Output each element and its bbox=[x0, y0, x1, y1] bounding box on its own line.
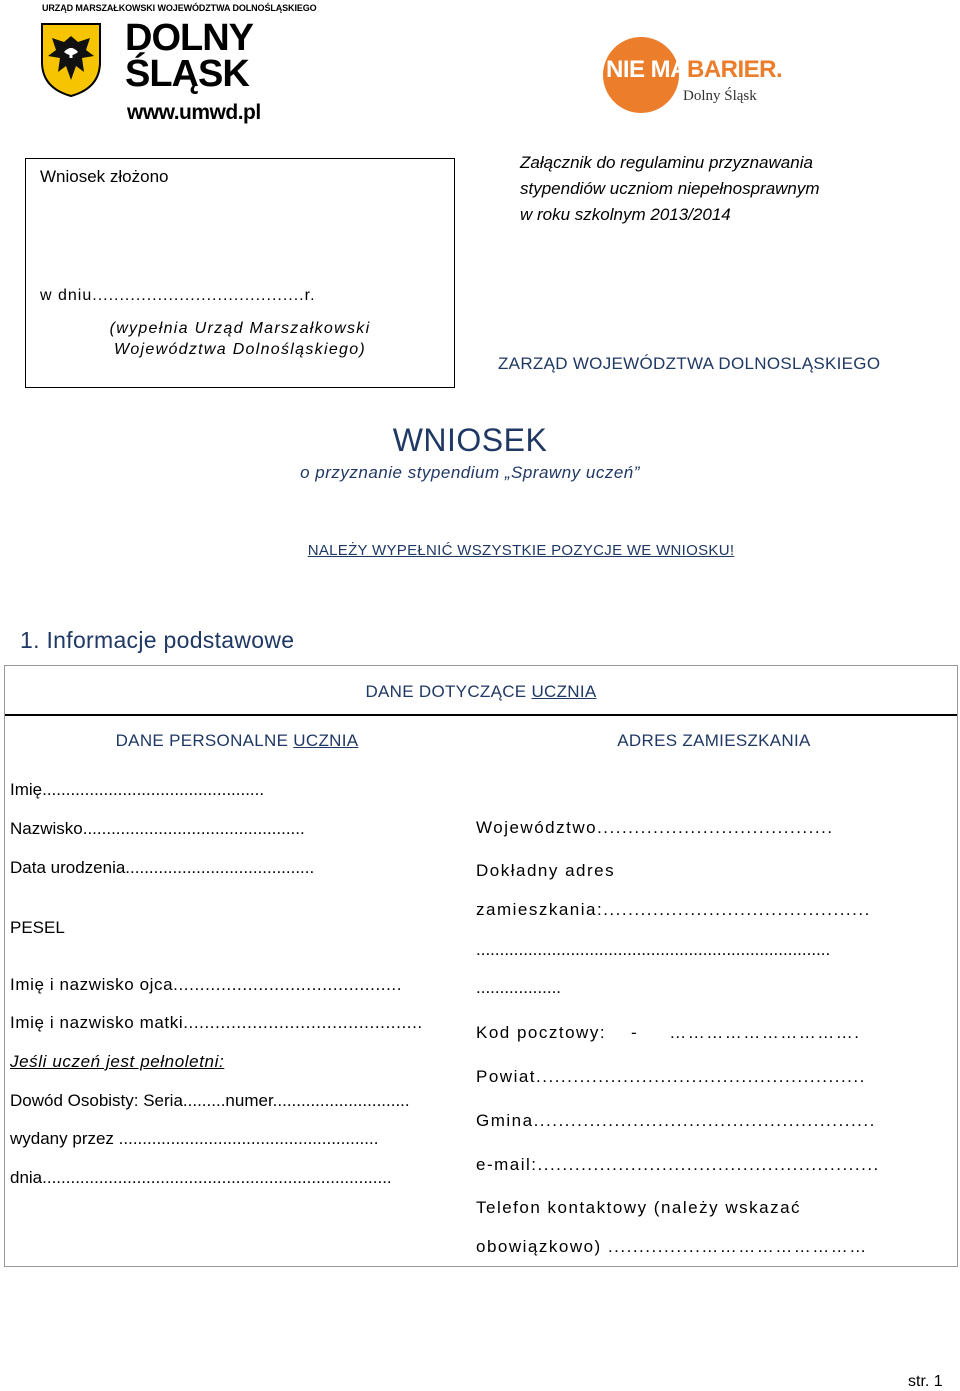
annex-line3: w roku szkolnym 2013/2014 bbox=[520, 205, 731, 224]
fill-all-notice: NALEŻY WYPEŁNIĆ WSZYSTKIE POZYCJE WE WNIOSKU! bbox=[307, 542, 735, 559]
personal-data-heading-underlined: UCZNIA bbox=[293, 731, 359, 750]
annex-note bbox=[520, 150, 820, 228]
address-field-line2[interactable]: ........................................................................... bbox=[476, 940, 831, 959]
logo-word-dolny: DOLNY bbox=[125, 17, 253, 59]
voivodeship-field[interactable]: Województwo...................................... bbox=[476, 818, 834, 837]
address-heading: ADRES ZAMIESZKANIA bbox=[617, 731, 811, 750]
postcode-field[interactable]: Kod pocztowy: - …………………………. bbox=[476, 1023, 861, 1042]
coat-of-arms-icon bbox=[40, 22, 102, 98]
father-name-field[interactable]: Imię i nazwisko ojca........................................... bbox=[10, 975, 403, 994]
county-field[interactable]: Powiat..................................................... bbox=[476, 1067, 866, 1086]
page-subtitle: o przyznanie stypendium „Sprawny uczeń” bbox=[300, 463, 640, 482]
annex-line1: Załącznik do regulaminu przyznawania bbox=[520, 153, 813, 172]
submission-note-line2: Województwa Dolnośląskiego) bbox=[113, 341, 367, 358]
phone-field[interactable]: obowiązkowo) ...............……………………… bbox=[476, 1237, 868, 1256]
page-number: str. 1 bbox=[908, 1373, 943, 1390]
board-name: ZARZĄD WOJEWÓDZTWA DOLNOSLĄSKIEGO bbox=[498, 354, 881, 373]
first-name-field[interactable]: Imię............................................... bbox=[10, 780, 265, 799]
logo-word-slask: ŚLĄSK bbox=[125, 53, 249, 95]
submission-note-line1: (wypełnia Urząd Marszałkowski bbox=[109, 320, 371, 337]
page-title: WNIOSEK bbox=[392, 422, 548, 458]
partner-logo-subtitle: Dolny Śląsk bbox=[683, 88, 757, 104]
birth-date-field[interactable]: Data urodzenia........................................ bbox=[10, 858, 315, 877]
table-header bbox=[4, 682, 958, 702]
table-divider bbox=[5, 714, 957, 716]
email-field[interactable]: e-mail:....................................................... bbox=[476, 1155, 880, 1174]
address-field-line3[interactable]: .................. bbox=[476, 978, 562, 997]
issued-by-field[interactable]: wydany przez ....................................................... bbox=[10, 1129, 379, 1148]
personal-data-heading bbox=[4, 731, 470, 751]
commune-field[interactable]: Gmina....................................................... bbox=[476, 1111, 876, 1130]
last-name-field[interactable]: Nazwisko............................................... bbox=[10, 819, 305, 838]
section-heading: 1. Informacje podstawowe bbox=[20, 627, 295, 653]
address-field[interactable]: zamieszkania:........................................... bbox=[476, 900, 871, 919]
id-card-field[interactable]: Dowód Osobisty: Seria.........numer............................. bbox=[10, 1091, 410, 1110]
mother-name-field[interactable]: Imię i nazwisko matki............................................. bbox=[10, 1013, 423, 1032]
personal-data-heading-prefix: DANE PERSONALNE bbox=[115, 731, 294, 750]
issued-on-field[interactable]: dnia.......................................................................... bbox=[10, 1168, 392, 1187]
phone-label: Telefon kontaktowy (należy wskazać bbox=[476, 1198, 802, 1217]
submission-note bbox=[25, 318, 455, 360]
submission-date-field[interactable]: w dniu.......................................r. bbox=[40, 287, 316, 304]
annex-line2: stypendiów uczniom niepełnosprawnym bbox=[520, 179, 820, 198]
website-link[interactable]: www.umwd.pl bbox=[127, 101, 261, 124]
address-label: Dokładny adres bbox=[476, 861, 616, 880]
table-header-prefix: DANE DOTYCZĄCE bbox=[365, 682, 532, 701]
submission-label: Wniosek złożono bbox=[40, 167, 169, 186]
partner-logo bbox=[606, 56, 782, 84]
adult-student-note: Jeśli uczeń jest pełnoletni: bbox=[10, 1052, 225, 1071]
office-name: URZĄD MARSZAŁKOWSKI WOJEWÓDZTWA DOLNOŚLĄSKIEGO bbox=[42, 3, 317, 13]
partner-logo-part2: BARIER. bbox=[687, 56, 783, 83]
table-header-underlined: UCZNIA bbox=[531, 682, 597, 701]
partner-logo-part1: NIE MA bbox=[606, 56, 687, 83]
pesel-field[interactable]: PESEL bbox=[10, 918, 65, 937]
